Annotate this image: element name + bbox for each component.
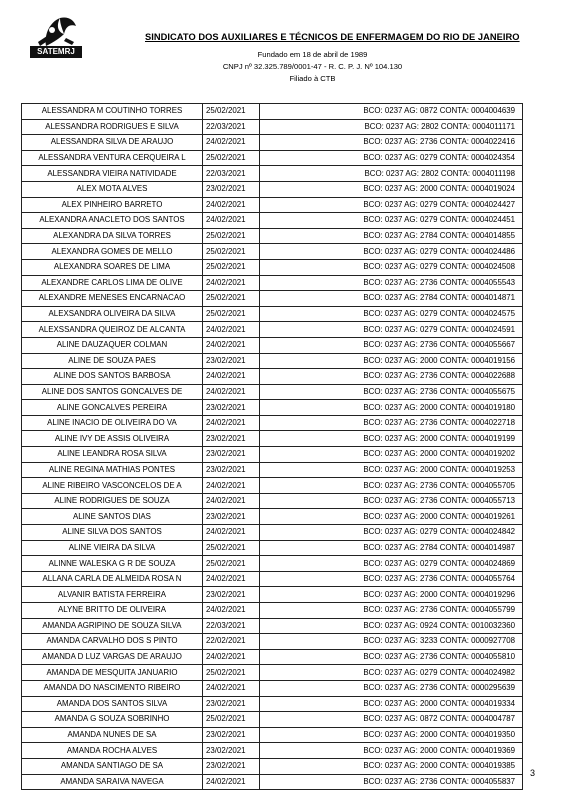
payment-date: 23/02/2021: [203, 727, 260, 743]
member-name: ALINE SILVA DOS SANTOS: [22, 525, 203, 541]
bank-account: BCO: 0237 AG: 2000 CONTA: 0004019199: [260, 431, 523, 447]
payment-date: 25/02/2021: [203, 306, 260, 322]
bank-account: BCO: 0237 AG: 2784 CONTA: 0004014855: [260, 228, 523, 244]
table-row: [22, 291, 523, 307]
member-name: AMANDA D LUZ VARGAS DE ARAUJO: [22, 649, 203, 665]
table-row: [22, 104, 523, 120]
payment-date: 24/02/2021: [203, 415, 260, 431]
member-name: AMANDA AGRIPINO DE SOUZA SILVA: [22, 618, 203, 634]
member-name: ALINE REGINA MATHIAS PONTES: [22, 462, 203, 478]
table-row: [22, 415, 523, 431]
table-row: [22, 322, 523, 338]
payment-date: 24/02/2021: [203, 384, 260, 400]
member-name: ALINE RODRIGUES DE SOUZA: [22, 493, 203, 509]
bank-account: BCO: 0237 AG: 0872 CONTA: 0004004787: [260, 712, 523, 728]
table-row: [22, 213, 523, 229]
bank-account: BCO: 0237 AG: 2000 CONTA: 0004019334: [260, 696, 523, 712]
member-name: ALINE IVY DE ASSIS OLIVEIRA: [22, 431, 203, 447]
table-row: [22, 540, 523, 556]
payment-date: 25/02/2021: [203, 228, 260, 244]
table-row: [22, 478, 523, 494]
table-row: [22, 135, 523, 151]
payment-date: 25/02/2021: [203, 104, 260, 120]
table-row: [22, 571, 523, 587]
payment-date: 22/03/2021: [203, 166, 260, 182]
payment-date: 24/02/2021: [203, 478, 260, 494]
bank-account: BCO: 0237 AG: 2736 CONTA: 0004022718: [260, 415, 523, 431]
payment-date: 23/02/2021: [203, 447, 260, 463]
member-name: AMANDA DOS SANTOS SILVA: [22, 696, 203, 712]
bank-account: BCO: 0237 AG: 0279 CONTA: 0004024486: [260, 244, 523, 260]
bank-account: BCO: 0237 AG: 0279 CONTA: 0004024427: [260, 197, 523, 213]
bank-account: BCO: 0237 AG: 2000 CONTA: 0004019253: [260, 462, 523, 478]
payment-date: 24/02/2021: [203, 680, 260, 696]
table-row: [22, 400, 523, 416]
bank-account: BCO: 0237 AG: 2000 CONTA: 0004019156: [260, 353, 523, 369]
member-name: AMANDA DO NASCIMENTO RIBEIRO: [22, 680, 203, 696]
table-row: [22, 587, 523, 603]
member-name: AMANDA G SOUZA SOBRINHO: [22, 712, 203, 728]
bank-account: BCO: 0237 AG: 0279 CONTA: 0004024982: [260, 665, 523, 681]
bank-account: BCO: 0237 AG: 0872 CONTA: 0004004639: [260, 104, 523, 120]
payment-date: 22/03/2021: [203, 119, 260, 135]
member-name: ALEXANDRA DA SILVA TORRES: [22, 228, 203, 244]
table-row: [22, 525, 523, 541]
table-row: [22, 462, 523, 478]
payment-date: 23/02/2021: [203, 462, 260, 478]
table-row: [22, 119, 523, 135]
payment-date: 24/02/2021: [203, 322, 260, 338]
page-number: 3: [529, 768, 535, 778]
bank-account: BCO: 0237 AG: 2736 CONTA: 0004055810: [260, 649, 523, 665]
table-row: [22, 743, 523, 759]
member-name: AMANDA DE MESQUITA JANUARIO: [22, 665, 203, 681]
payment-date: 24/02/2021: [203, 649, 260, 665]
payment-date: 23/02/2021: [203, 696, 260, 712]
bank-account: BCO: 0237 AG: 2802 CONTA: 0004011198: [260, 166, 523, 182]
member-name: ALINE DOS SANTOS BARBOSA: [22, 369, 203, 385]
payment-date: 25/02/2021: [203, 712, 260, 728]
table-row: [22, 353, 523, 369]
bank-account: BCO: 0237 AG: 2000 CONTA: 0004019180: [260, 400, 523, 416]
bank-account: BCO: 0237 AG: 2000 CONTA: 0004019261: [260, 509, 523, 525]
member-name: AMANDA CARVALHO DOS S PINTO: [22, 634, 203, 650]
member-name: ALEXSANDRA OLIVEIRA DA SILVA: [22, 306, 203, 322]
table-row: [22, 306, 523, 322]
payment-date: 23/02/2021: [203, 509, 260, 525]
payment-date: 25/02/2021: [203, 665, 260, 681]
payment-date: 24/02/2021: [203, 213, 260, 229]
table-row: [22, 369, 523, 385]
payment-date: 23/02/2021: [203, 743, 260, 759]
member-name: AMANDA ROCHA ALVES: [22, 743, 203, 759]
payment-date: 22/03/2021: [203, 618, 260, 634]
bank-account: BCO: 0237 AG: 3233 CONTA: 0000927708: [260, 634, 523, 650]
member-name: ALESSANDRA RODRIGUES E SILVA: [22, 119, 203, 135]
bank-account: BCO: 0237 AG: 2736 CONTA: 0004055799: [260, 603, 523, 619]
bank-account: BCO: 0237 AG: 2000 CONTA: 0004019202: [260, 447, 523, 463]
member-name: ALYNE BRITTO DE OLIVEIRA: [22, 603, 203, 619]
payment-date: 23/02/2021: [203, 587, 260, 603]
member-name: ALLANA CARLA DE ALMEIDA ROSA N: [22, 571, 203, 587]
member-name: ALESSANDRA VENTURA CERQUEIRA L: [22, 150, 203, 166]
bank-account: BCO: 0237 AG: 2736 CONTA: 0004055543: [260, 275, 523, 291]
table-row: [22, 244, 523, 260]
payment-date: 24/02/2021: [203, 337, 260, 353]
member-name: ALEXANDRA SOARES DE LIMA: [22, 259, 203, 275]
table-row: [22, 509, 523, 525]
member-name: ALINE VIEIRA DA SILVA: [22, 540, 203, 556]
bank-account: BCO: 0237 AG: 0279 CONTA: 0004024869: [260, 556, 523, 572]
bank-account: BCO: 0237 AG: 2736 CONTA: 0004055713: [260, 493, 523, 509]
table-row: [22, 384, 523, 400]
bank-account: BCO: 0237 AG: 2736 CONTA: 0004055837: [260, 774, 523, 790]
member-name: ALESSANDRA SILVA DE ARAUJO: [22, 135, 203, 151]
bank-account: BCO: 0237 AG: 2736 CONTA: 0004022688: [260, 369, 523, 385]
member-name: AMANDA SARAIVA NAVEGA: [22, 774, 203, 790]
table-row: [22, 166, 523, 182]
table-row: [22, 618, 523, 634]
member-name: AMANDA SANTIAGO DE SA: [22, 758, 203, 774]
table-row: [22, 680, 523, 696]
bank-account: BCO: 0237 AG: 2000 CONTA: 0004019369: [260, 743, 523, 759]
member-name: ALEXANDRA ANACLETO DOS SANTOS: [22, 213, 203, 229]
member-name: ALEX PINHEIRO BARRETO: [22, 197, 203, 213]
member-name: ALINE RIBEIRO VASCONCELOS DE A: [22, 478, 203, 494]
table-row: [22, 712, 523, 728]
table-row: [22, 150, 523, 166]
bank-account: BCO: 0237 AG: 2736 CONTA: 0004055764: [260, 571, 523, 587]
bank-account: BCO: 0237 AG: 2736 CONTA: 0004055667: [260, 337, 523, 353]
table-row: [22, 634, 523, 650]
payment-date: 22/02/2021: [203, 634, 260, 650]
organization-name: SINDICATO DOS AUXILIARES E TÉCNICOS DE ENFERMAGEM DO RIO DE JANEIRO: [145, 32, 520, 42]
table-row: [22, 197, 523, 213]
table-row: [22, 228, 523, 244]
payment-date: 23/02/2021: [203, 431, 260, 447]
member-name: ALINE DOS SANTOS GONCALVES DE: [22, 384, 203, 400]
table-row: [22, 649, 523, 665]
bank-account: BCO: 0237 AG: 0279 CONTA: 0004024451: [260, 213, 523, 229]
logo-label: SATEMRJ: [30, 46, 82, 58]
bank-account: BCO: 0237 AG: 2736 CONTA: 0004055675: [260, 384, 523, 400]
bank-account: BCO: 0237 AG: 2736 CONTA: 0004022416: [260, 135, 523, 151]
table-row: [22, 727, 523, 743]
member-name: ALESSANDRA VIEIRA NATIVIDADE: [22, 166, 203, 182]
founded-date: Fundado em 18 de abril de 1989: [257, 50, 368, 59]
payment-date: 23/02/2021: [203, 758, 260, 774]
payment-date: 24/02/2021: [203, 275, 260, 291]
bank-account: BCO: 0237 AG: 2784 CONTA: 0004014871: [260, 291, 523, 307]
bank-account: BCO: 0237 AG: 2736 CONTA: 0000295639: [260, 680, 523, 696]
bank-account: BCO: 0237 AG: 0279 CONTA: 0004024575: [260, 306, 523, 322]
payment-date: 24/02/2021: [203, 369, 260, 385]
member-name: ALINE INACIO DE OLIVEIRA DO VA: [22, 415, 203, 431]
member-name: ALVANIR BATISTA FERREIRA: [22, 587, 203, 603]
bank-account: BCO: 0237 AG: 0279 CONTA: 0004024591: [260, 322, 523, 338]
member-name: ALESSANDRA M COUTINHO TORRES: [22, 104, 203, 120]
bank-account: BCO: 0237 AG: 2000 CONTA: 0004019296: [260, 587, 523, 603]
payment-date: 25/02/2021: [203, 259, 260, 275]
member-name: ALEXANDRE CARLOS LIMA DE OLIVE: [22, 275, 203, 291]
member-name: ALEXSSANDRA QUEIROZ DE ALCANTA: [22, 322, 203, 338]
table-row: [22, 556, 523, 572]
registration-number: CNPJ nº 32.325.789/0001-47 - R. C. P. J. Nº 104.130: [222, 62, 403, 71]
bank-account: BCO: 0237 AG: 0279 CONTA: 0004024354: [260, 150, 523, 166]
members-table: [21, 103, 523, 790]
bank-account: BCO: 0237 AG: 2784 CONTA: 0004014987: [260, 540, 523, 556]
payment-date: 24/02/2021: [203, 493, 260, 509]
table-row: [22, 696, 523, 712]
bank-account: BCO: 0237 AG: 0279 CONTA: 0004024842: [260, 525, 523, 541]
bank-account: BCO: 0237 AG: 2000 CONTA: 0004019024: [260, 181, 523, 197]
table-row: [22, 431, 523, 447]
payment-date: 23/02/2021: [203, 400, 260, 416]
payment-date: 23/02/2021: [203, 353, 260, 369]
member-name: ALINE DAUZAQUER COLMAN: [22, 337, 203, 353]
member-name: ALEX MOTA ALVES: [22, 181, 203, 197]
table-row: [22, 774, 523, 790]
payment-date: 23/02/2021: [203, 181, 260, 197]
bank-account: BCO: 0237 AG: 2000 CONTA: 0004019350: [260, 727, 523, 743]
bank-account: BCO: 0237 AG: 2000 CONTA: 0004019385: [260, 758, 523, 774]
bank-account: BCO: 0237 AG: 0279 CONTA: 0004024508: [260, 259, 523, 275]
bank-account: BCO: 0237 AG: 2736 CONTA: 0004055705: [260, 478, 523, 494]
table-row: [22, 493, 523, 509]
table-row: [22, 758, 523, 774]
member-name: AMANDA NUNES DE SA: [22, 727, 203, 743]
member-name: ALEXANDRA GOMES DE MELLO: [22, 244, 203, 260]
payment-date: 24/02/2021: [203, 197, 260, 213]
table-row: [22, 337, 523, 353]
affiliation: Filiado à CTB: [289, 74, 336, 83]
payment-date: 25/02/2021: [203, 540, 260, 556]
payment-date: 24/02/2021: [203, 774, 260, 790]
member-name: ALINE GONCALVES PEREIRA: [22, 400, 203, 416]
table-row: [22, 259, 523, 275]
table-row: [22, 275, 523, 291]
member-name: ALINE DE SOUZA PAES: [22, 353, 203, 369]
table-row: [22, 447, 523, 463]
payment-date: 24/02/2021: [203, 525, 260, 541]
member-name: ALINE SANTOS DIAS: [22, 509, 203, 525]
bank-account: BCO: 0237 AG: 0924 CONTA: 0010032360: [260, 618, 523, 634]
member-name: ALINE LEANDRA ROSA SILVA: [22, 447, 203, 463]
member-name: ALINNE WALESKA G R DE SOUZA: [22, 556, 203, 572]
payment-date: 25/02/2021: [203, 291, 260, 307]
payment-date: 25/02/2021: [203, 556, 260, 572]
payment-date: 24/02/2021: [203, 135, 260, 151]
payment-date: 25/02/2021: [203, 150, 260, 166]
table-row: [22, 603, 523, 619]
payment-date: 24/02/2021: [203, 571, 260, 587]
table-row: [22, 665, 523, 681]
bank-account: BCO: 0237 AG: 2802 CONTA: 0004011171: [260, 119, 523, 135]
payment-date: 25/02/2021: [203, 244, 260, 260]
page-header: [0, 0, 565, 92]
payment-date: 24/02/2021: [203, 603, 260, 619]
table-row: [22, 181, 523, 197]
member-name: ALEXANDRE MENESES ENCARNACAO: [22, 291, 203, 307]
